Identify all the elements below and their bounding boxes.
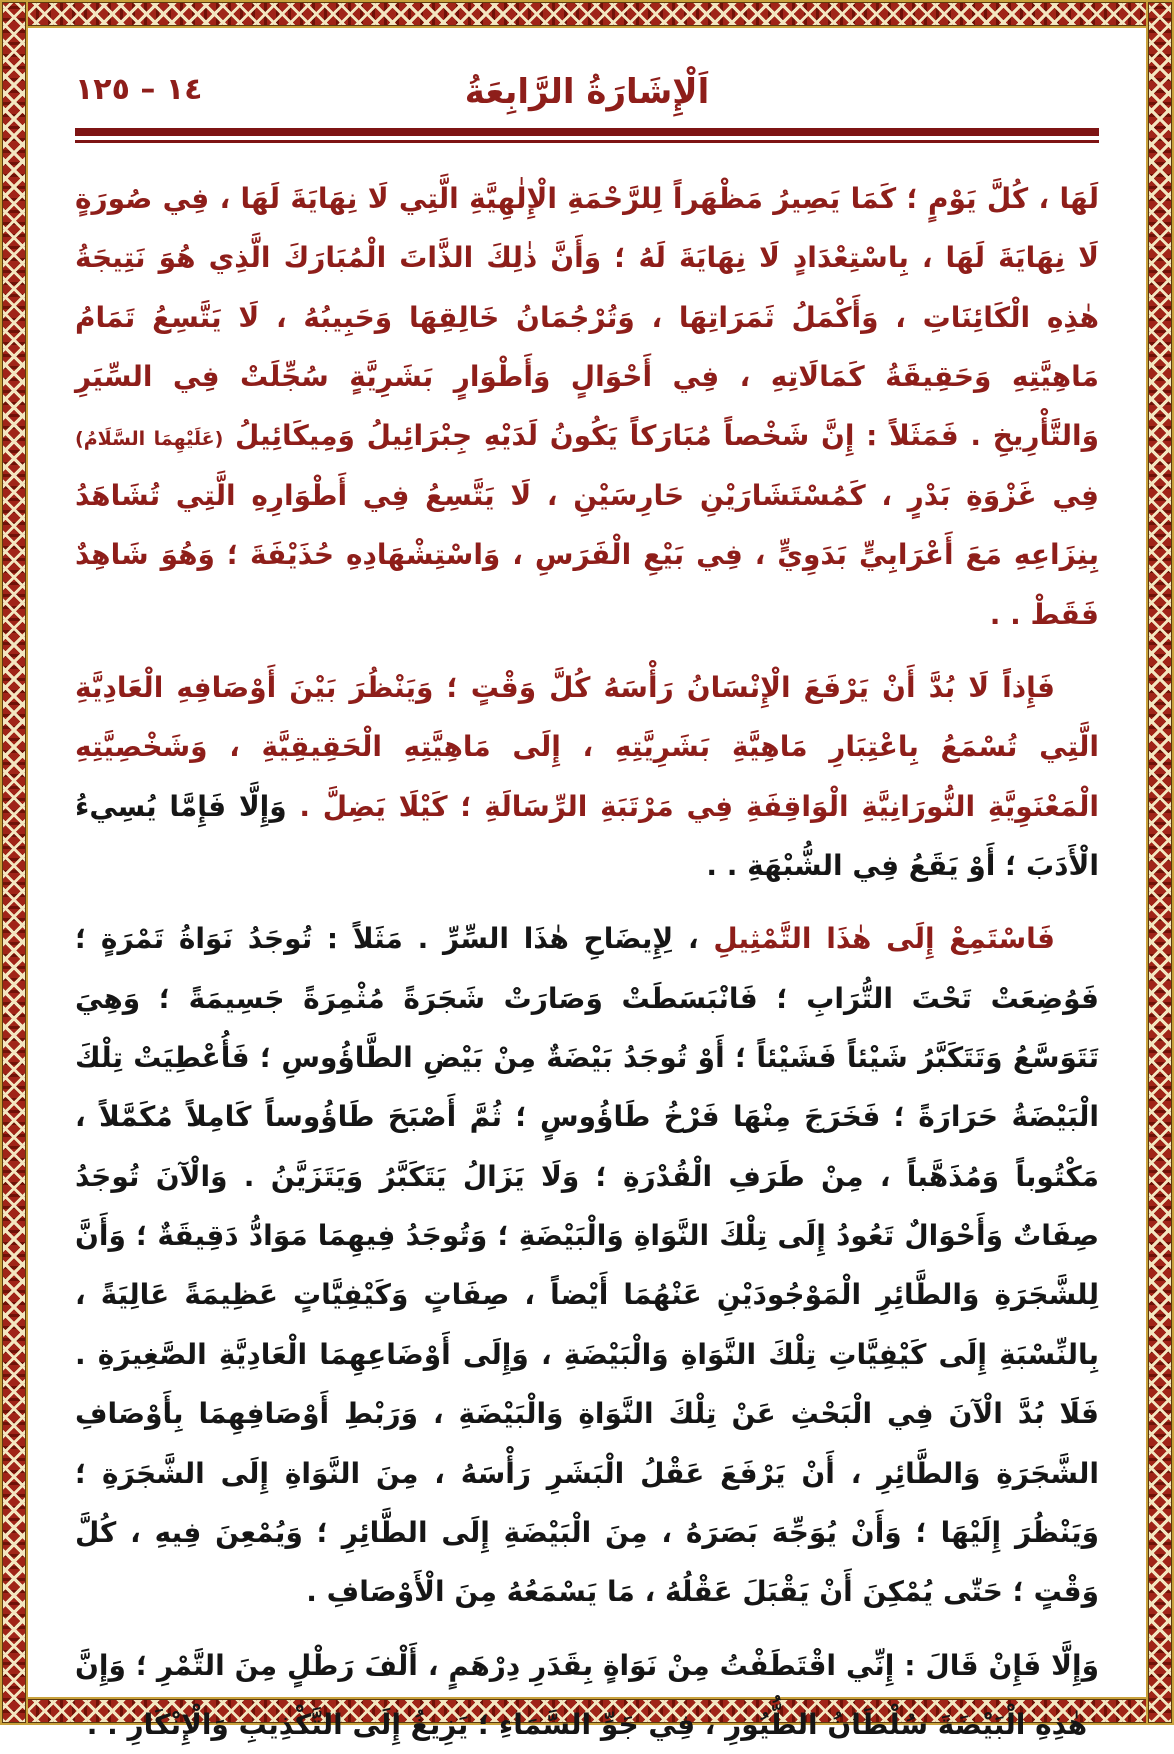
paragraph [75, 1636, 1099, 1754]
text-segment: (عَلَيْهِمَا السَّلَامُ) [75, 428, 224, 451]
text-segment: وَإِلَّا فَإِمَّا يُسِيءُ الْأَدَبَ ؛ أَوْ يَقَعُ فِي الشُّبْهَةِ . . [75, 789, 1099, 882]
ornamental-border-left [0, 0, 28, 1725]
paragraph [75, 909, 1099, 1621]
text-segment: فِي غَزْوَةِ بَدْرٍ ، كَمُسْتَشَارَيْنِ حَارِسَيْنِ ، لَا يَتَّسِعُ فِي أَطْوَارِهِ الَّتِي تُشَاهَدُ بِنِزَاعِهِ مَعَ أَعْرَابِيٍّ بَدَوِيٍّ ، فِي بَيْعِ الْفَرَسِ ، وَاسْتِشْهَادِهِ حُذَيْفَةَ ؛ وَهُوَ شَاهِدٌ فَقَطْ . . [75, 478, 1099, 631]
body-text [75, 169, 1099, 1754]
ornamental-border-top [0, 0, 1174, 28]
paragraph [75, 658, 1099, 895]
paragraph [75, 169, 1099, 644]
text-segment: فَاسْتَمِعْ إِلَى هٰذَا التَّمْثِيلِ [713, 922, 1056, 956]
text-segment: لَهَا ، كُلَّ يَوْمٍ ؛ كَمَا يَصِيرُ مَظْهَراً لِلرَّحْمَةِ الْإِلٰهِيَّةِ الَّتِي لَا نِهَايَةَ لَهَا ، فِي صُورَةٍ لَا نِهَايَةَ لَهَا ، بِاسْتِعْدَادٍ لَا نِهَايَةَ لَهُ ؛ وَأَنَّ ذٰلِكَ الذَّاتَ الْمُبَارَكَ الَّذِي هُوَ نَتِيجَةُ هٰذِهِ الْكَائِنَاتِ ، وَأَكْمَلُ ثَمَرَاتِهَا ، وَتُرْجُمَانُ خَالِقِهَا وَحَبِيبُهُ ، لَا يَتَّسِعُ تَمَامُ مَاهِيَّتِهِ وَحَقِيقَةُ كَمَالَاتِهِ ، فِي أَحْوَالٍ وَأَطْوَارٍ بَشَرِيَّةٍ سُجِّلَتْ فِي السِّيَرِ وَالتَّأْرِيخِ . فَمَثَلاً : إِنَّ شَخْصاً مُبَارَكاً يَكُونُ لَدَيْهِ جِبْرَائِيلُ وَمِيكَائِيلُ [75, 182, 1099, 453]
text-segment: وَإِلَّا فَإِنْ قَالَ : إِنِّي اقْتَطَفْتُ مِنْ نَوَاةٍ بِقَدَرِ دِرْهَمٍ ، أَلْفَ رَطْلٍ مِنَ التَّمْرِ ؛ وَإِنَّ هٰذِهِ الْبَيْضَةَ سُلْطَانُ الطُّيُورِ ، فِي جَوِّ السَّمَاءِ ؛ يَزِيغُ إِلَى التَّكْذِيبِ وَالْإِنْكَارِ . . [75, 1648, 1099, 1741]
text-segment: ، لِإِيضَاحِ هٰذَا السِّرِّ . مَثَلاً : تُوجَدُ نَوَاةُ تَمْرَةٍ ؛ فَوُضِعَتْ تَحْتَ التُّرَابِ ؛ فَانْبَسَطَتْ وَصَارَتْ شَجَرَةً مُثْمِرَةً جَسِيمَةً ؛ وَهِيَ تَتَوَسَّعُ وَتَتَكَبَّرُ شَيْئاً فَشَيْئاً ؛ أَوْ تُوجَدُ بَيْضَةٌ مِنْ بَيْضِ الطَّاؤُوسِ ؛ فَأُعْطِيَتْ تِلْكَ الْبَيْضَةُ حَرَارَةً ؛ فَخَرَجَ مِنْهَا فَرْخُ طَاؤُوسٍ ؛ ثُمَّ أَصْبَحَ طَاؤُوساً كَامِلاً مُكَمَّلاً ، مَكْتُوباً وَمُذَهَّباً ، مِنْ طَرَفِ الْقُدْرَةِ ؛ وَلَا يَزَالُ يَتَكَبَّرُ وَيَتَزَيَّنُ . وَالْآنَ تُوجَدُ صِفَاتٌ وَأَحْوَالٌ تَعُودُ إِلَى تِلْكَ النَّوَاةِ وَالْبَيْضَةِ ؛ وَتُوجَدُ فِيهِمَا مَوَادُّ دَقِيقَةٌ ؛ وَأَنَّ لِلشَّجَرَةِ وَالطَّائِرِ الْمَوْجُودَيْنِ عَنْهُمَا أَيْضاً ، صِفَاتٍ وَكَيْفِيَّاتٍ عَظِيمَةً عَالِيَةً ، بِالنِّسْبَةِ إِلَى كَيْفِيَّاتِ تِلْكَ النَّوَاةِ وَالْبَيْضَةِ ، وَإِلَى أَوْضَاعِهِمَا الْعَادِيَّةِ الصَّغِيرَةِ . فَلَا بُدَّ الْآنَ فِي الْبَحْثِ عَنْ تِلْكَ النَّوَاةِ وَالْبَيْضَةِ ، وَرَبْطِ أَوْصَافِهِمَا بِأَوْصَافِ الشَّجَرَةِ وَالطَّائِرِ ، أَنْ يَرْفَعَ عَقْلُ الْبَشَرِ رَأْسَهُ ، مِنَ النَّوَاةِ إِلَى الشَّجَرَةِ ؛ وَيَنْظُرَ إِلَيْهَا ؛ وَأَنْ يُوَجِّهَ بَصَرَهُ ، مِنَ الْبَيْضَةِ إِلَى الطَّائِرِ ؛ وَيُمْعِنَ فِيهِ ، كُلَّ وَقْتٍ ؛ حَتّٰى يُمْكِنَ أَنْ يَقْبَلَ عَقْلُهُ ، مَا يَسْمَعُهُ مِنَ الْأَوْصَافِ . [75, 922, 1099, 1609]
header-rule-thick [75, 128, 1099, 136]
text-segment: فَإِذاً لَا بُدَّ أَنْ يَرْفَعَ الْإِنْسَانُ رَأْسَهُ كُلَّ وَقْتٍ ؛ وَيَنْظُرَ بَيْنَ أَوْصَافِهِ الْعَادِيَّةِ الَّتِي تُسْمَعُ بِاعْتِبَارِ مَاهِيَّةِ بَشَرِيَّتِهِ ، إِلَى مَاهِيَّتِهِ الْحَقِيقِيَّةِ ، وَشَخْصِيَّتِهِ الْمَعْنَوِيَّةِ النُّورَانِيَّةِ الْوَاقِفَةِ فِي مَرْتَبَةِ الرِّسَالَةِ ؛ كَيْلَا يَضِلَّ . [75, 670, 1099, 823]
page-title: اَلْإِشَارَةُ الرَّابِعَةُ [464, 72, 710, 112]
header-rule-thin [75, 140, 1099, 143]
page-content [75, 66, 1099, 1741]
page-header [75, 66, 1099, 124]
ornamental-border-right [1146, 0, 1174, 1725]
page-number: ١٤ – ١٢٥ [75, 72, 203, 107]
